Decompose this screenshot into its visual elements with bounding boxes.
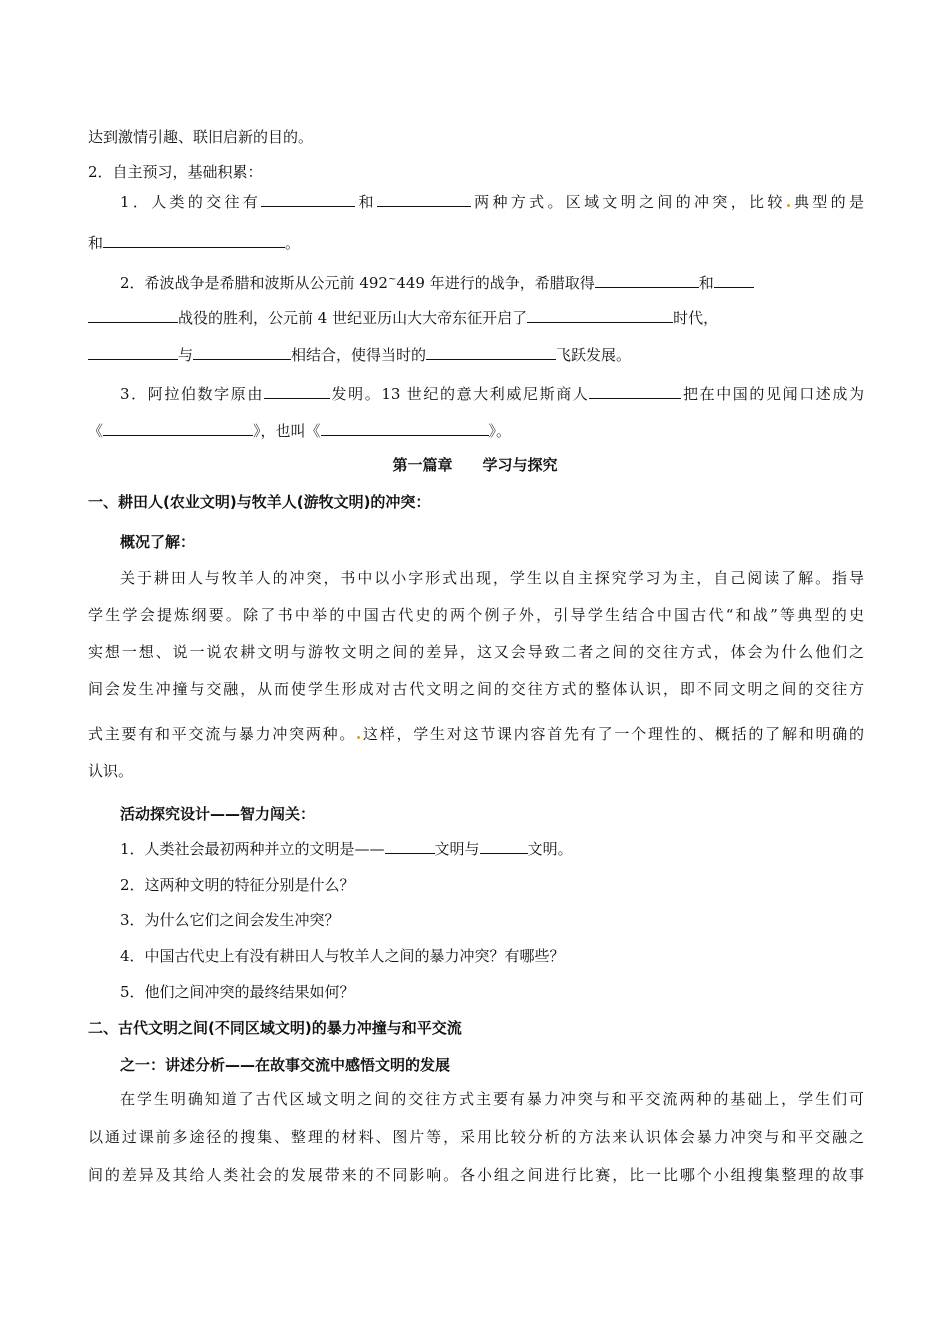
question-3-line-1: 3．阿拉伯数字原由 发明。13 世纪的意大利威尼斯商人 把在中国的见闻口述成为	[120, 385, 865, 403]
fill-blank	[193, 344, 291, 360]
fill-blank	[385, 838, 435, 854]
question-2-line-3: 与 相结合，使得当时的 飞跃发展。	[88, 344, 864, 365]
intro-line-1: 达到激情引趣、联旧启新的目的。	[88, 128, 314, 146]
sec2-paragraph-line-1: 在学生明确知道了古代区域文明之间的交往方式主要有暴力冲突与和平交流两种的基础上，学生们可	[120, 1090, 864, 1108]
question-3-line-2: 《 》，也叫《 》。	[88, 422, 512, 440]
sec1-paragraph-line-1: 关于耕田人与牧羊人的冲突，书中以小字形式出现，学生以自主探究学习为主，自己阅读了解。指导	[120, 569, 864, 587]
sec1-paragraph-line-4: 间会发生冲撞与交融，从而使学生形成对古代文明之间的交往方式的整体认识，即不同文明之间的交往方	[88, 680, 864, 698]
fill-blank	[261, 191, 355, 207]
activity-question-5: 5．他们之间冲突的最终结果如何？	[120, 983, 355, 1001]
sec1-paragraph-line-2: 学生学会提炼纲要。除了书中举的中国古代史的两个例子外，引导学生结合中国古代“和战”等典型的史	[88, 606, 864, 624]
fill-blank	[377, 191, 471, 207]
activity-question-4: 4．中国古代史上有没有耕田人与牧羊人之间的暴力冲突？有哪些？	[120, 947, 565, 965]
fill-blank	[264, 383, 330, 399]
section-1-heading: 一、耕田人(农业文明)与牧羊人(游牧文明)的冲突：	[88, 493, 431, 511]
section-2-heading: 二、古代文明之间(不同区域文明)的暴力冲撞与和平交流	[88, 1019, 462, 1037]
ink-dot	[357, 736, 360, 739]
fill-blank	[480, 838, 528, 854]
activity-heading: 活动探究设计——智力闯关：	[120, 805, 316, 823]
fill-blank	[321, 420, 489, 436]
fill-blank	[527, 307, 673, 323]
ink-dot	[787, 204, 790, 207]
question-2-line-1: 2．希波战争是希腊和波斯从公元前 492~449 年进行的战争，希腊取得 和	[120, 270, 864, 293]
sec1-paragraph-line-5: 式主要有和平交流与暴力冲突两种。 这样，学生对这节课内容首先有了一个理性的、概括的了解和明确的	[88, 725, 864, 743]
question-2-line-2: 战役的胜利，公元前 4 世纪亚历山大大帝东征开启了 时代，	[88, 307, 864, 328]
sec2-paragraph-line-2: 以通过课前多途径的搜集、整理的材料、图片等，采用比较分析的方法来认识体会暴力冲突与和平交融之	[88, 1128, 864, 1146]
activity-question-2: 2．这两种文明的特征分别是什么？	[120, 876, 355, 894]
sec1-paragraph-line-3: 实想一想、说一说农耕文明与游牧文明之间的差异，这又会导致二者之间的交往方式，体会为什么他们之	[88, 643, 864, 661]
fill-blank	[88, 344, 178, 360]
fill-blank	[88, 307, 178, 323]
question-1-line-2: 和 。	[88, 234, 301, 252]
intro-line-2: 2．自主预习，基础积累：	[88, 163, 263, 181]
overview-heading: 概况了解：	[120, 533, 196, 551]
fill-blank	[589, 383, 681, 399]
sec1-paragraph-line-6: 认识。	[88, 762, 134, 780]
fill-blank	[714, 272, 754, 288]
activity-question-3: 3．为什么它们之间会发生冲突？	[120, 911, 340, 929]
fill-blank	[426, 344, 556, 360]
fill-blank	[103, 232, 285, 248]
sec2-paragraph-line-3: 间的差异及其给人类社会的发展带来的不同影响。各小组之间进行比赛，比一比哪个小组搜集整理的故事	[88, 1166, 864, 1184]
section-2-subheading: 之一：讲述分析——在故事交流中感悟文明的发展	[120, 1056, 451, 1074]
chapter-title: 第一篇章 学习与探究	[392, 456, 558, 474]
activity-question-1: 1．人类社会最初两种并立的文明是—— 文明与 文明。	[120, 840, 573, 858]
fill-blank	[595, 272, 699, 288]
fill-blank	[103, 420, 253, 436]
question-1-line-1: 1．人类的交往有 和 两种方式。区域文明之间的冲突，比较 典型的是	[120, 193, 864, 211]
